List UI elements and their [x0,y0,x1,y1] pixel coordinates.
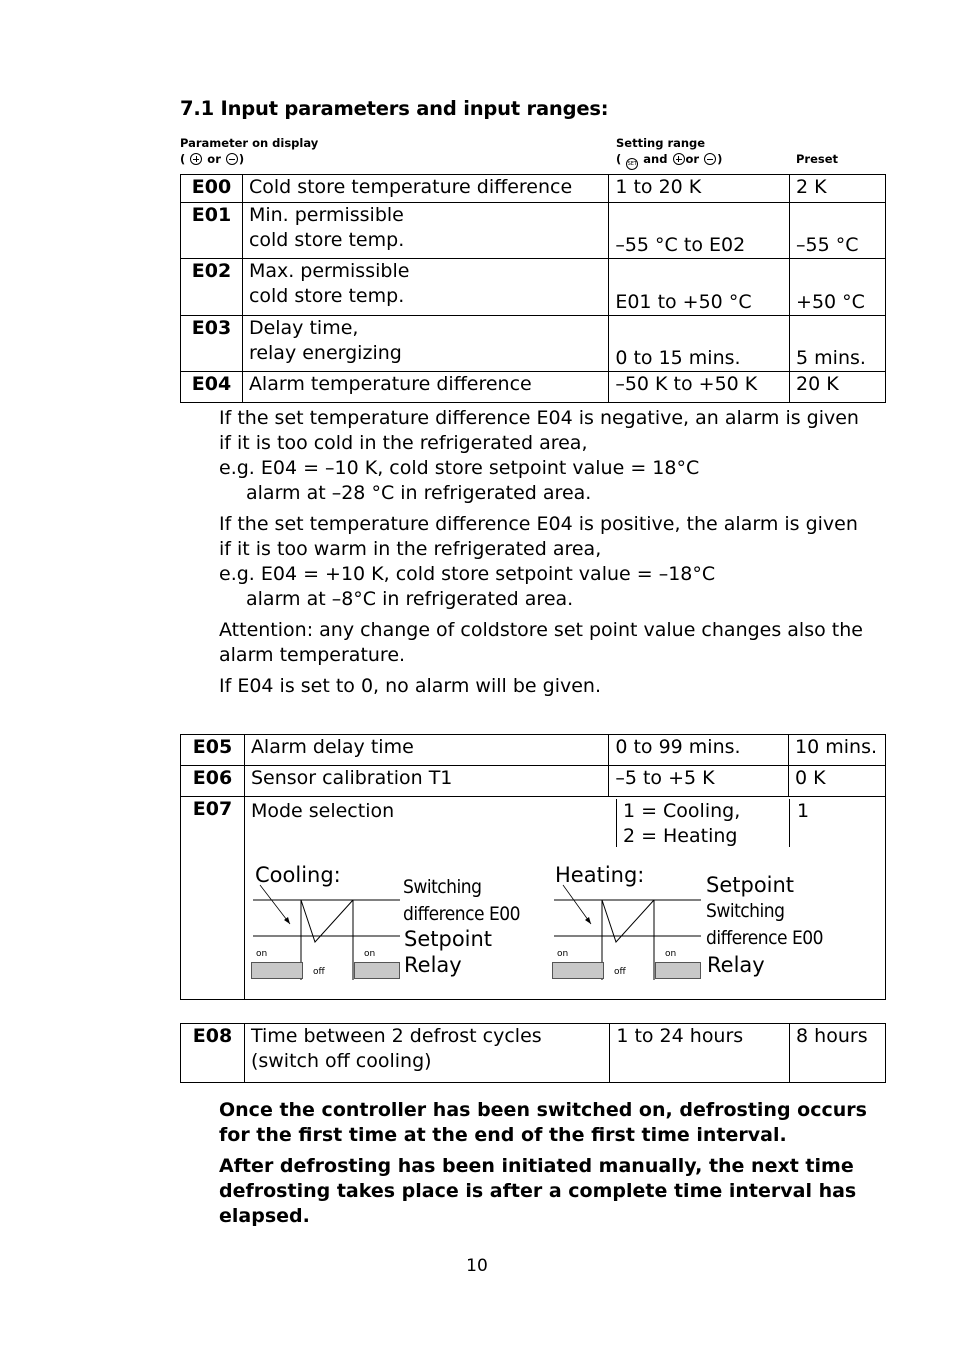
desc-line: Max. permissible [248,260,410,282]
pointer-line [563,885,591,924]
note-line: If the set temperature difference E04 is negative, an alarm is given [219,407,859,429]
param-preset: 2 K [790,175,886,203]
on-label: on [256,949,268,959]
on-label: on [665,949,677,959]
note-line: if it is too warm in the refrigerated area, [219,538,602,560]
param-description: Alarm temperature difference [242,372,608,403]
note-line: Once the controller has been switched on, defrosting occurs [219,1099,867,1121]
param-header [180,135,318,167]
paren-close: ) [238,152,245,166]
param-range: –5 to +5 K [609,766,789,797]
defrost-note-1 [219,1098,889,1148]
param-description [242,316,608,372]
desc-line: cold store temp. [248,229,405,251]
param-preset: 20 K [790,372,886,403]
note-line: alarm at –8°C in refrigerated area. [246,588,574,610]
and-text: and [643,152,668,166]
difference-label: difference E00 [706,927,824,949]
preset-header: Preset [796,152,839,166]
param-code: E05 [181,735,245,766]
param-description [242,259,608,316]
section-title: 7.1 Input parameters and input ranges: [180,97,609,120]
desc-line: Time between 2 defrost cycles [250,1025,542,1047]
heating-title: Heating: [555,863,645,887]
param-description [244,1024,609,1083]
param-preset: 8 hours [790,1024,886,1083]
table-row [181,1024,886,1083]
note-line: defrosting takes place is after a complete time interval has [219,1180,857,1202]
note-line: alarm at –28 °C in refrigerated area. [246,482,592,504]
defrost-note-2 [219,1154,889,1229]
table-row [181,175,886,203]
paren-open: ( [180,152,186,166]
range-header-keys [616,151,722,170]
setpoint-label: Setpoint [706,873,795,897]
param-range: 1 to 24 hours [610,1024,790,1083]
note-line: if it is too cold in the refrigerated area, [219,432,588,454]
param-description: Cold store temperature difference [242,175,608,203]
param-preset: 1 [796,800,810,822]
pointer-arrow [585,917,591,924]
relay-on-bar [354,962,400,979]
param-header-keys [180,151,318,167]
minus-key-icon [704,153,716,165]
note-attention [219,618,889,668]
switching-label: Switching [706,900,785,922]
minus-key-icon [226,153,238,165]
note-line: elapsed. [219,1205,310,1227]
pointer-arrow [284,917,290,924]
or-text: or [207,152,221,166]
param-code: E04 [181,372,243,403]
pointer-line [260,885,290,924]
param-code: E00 [181,175,243,203]
plus-key-icon [190,153,202,165]
setpoint-label: Setpoint [404,927,493,951]
param-code: E06 [181,766,245,797]
param-code: E07 [181,797,245,1000]
desc-line: relay energizing [248,342,402,364]
relay-label: Relay [404,953,462,977]
desc-line: Min. permissible [248,204,404,226]
on-label: on [557,949,569,959]
param-description: Alarm delay time [244,735,608,766]
set-key-icon: SET [626,158,638,170]
table-row [181,316,886,372]
param-range: E01 to +50 °C [609,259,790,316]
param-preset: 0 K [789,766,886,797]
range-line: 1 = Cooling, [622,800,741,822]
range-line: 2 = Heating [622,825,738,847]
table-row [181,203,886,259]
param-code: E02 [181,259,243,316]
param-range: –55 °C to E02 [609,203,790,259]
param-preset: –55 °C [790,203,886,259]
param-range: –50 K to +50 K [609,372,790,403]
note-line: e.g. E04 = +10 K, cold store setpoint value = –18°C [219,563,716,585]
page-number: 10 [466,1256,488,1276]
param-description [242,203,608,259]
relay-on-bar [251,962,303,979]
table-row [181,259,886,316]
range-header-label: Setting range [616,136,706,150]
paren-open: ( [616,152,622,166]
off-label: off [614,967,626,977]
param-code: E03 [181,316,243,372]
difference-label: difference E00 [403,903,521,925]
relay-on-bar [655,962,701,979]
plus-key-icon [673,153,685,165]
relay-on-bar [552,962,604,979]
relay-label: Relay [707,953,765,977]
or-text: or [685,152,700,166]
note-line: After defrosting has been initiated manually, the next time [219,1155,854,1177]
param-code: E08 [181,1024,245,1083]
note-line: alarm temperature. [219,644,406,666]
param-description: Mode selection [250,800,395,822]
paren-close: ) [717,152,723,166]
param-range: 0 to 15 mins. [609,316,790,372]
param-range [616,799,790,847]
note-line: for the first time at the end of the first time interval. [219,1124,787,1146]
param-preset: 10 mins. [789,735,886,766]
on-label: on [364,949,376,959]
parameter-table-3 [180,1023,886,1083]
param-range: 0 to 99 mins. [609,735,789,766]
cooling-title: Cooling: [255,863,341,887]
desc-line: cold store temp. [248,285,405,307]
switching-label: Switching [403,876,482,898]
note-line: Attention: any change of coldstore set point value changes also the [219,619,863,641]
param-range: 1 to 20 K [609,175,790,203]
table-row [181,372,886,403]
note-positive [219,512,889,612]
param-header-label: Parameter on display [180,136,319,150]
range-header [616,135,722,170]
table-row [181,766,886,797]
param-preset: 5 mins. [790,316,886,372]
parameter-table-1 [180,174,886,403]
note-negative [219,406,889,506]
table-row [181,735,886,766]
desc-line: Delay time, [248,317,359,339]
off-label: off [313,967,325,977]
desc-line: (switch off cooling) [250,1050,432,1072]
note-line: If the set temperature difference E04 is positive, the alarm is given [219,513,858,535]
param-description: Sensor calibration T1 [244,766,608,797]
param-code: E01 [181,203,243,259]
param-preset: +50 °C [790,259,886,316]
note-zero: If E04 is set to 0, no alarm will be given. [219,675,601,697]
note-line: e.g. E04 = –10 K, cold store setpoint value = 18°C [219,457,700,479]
